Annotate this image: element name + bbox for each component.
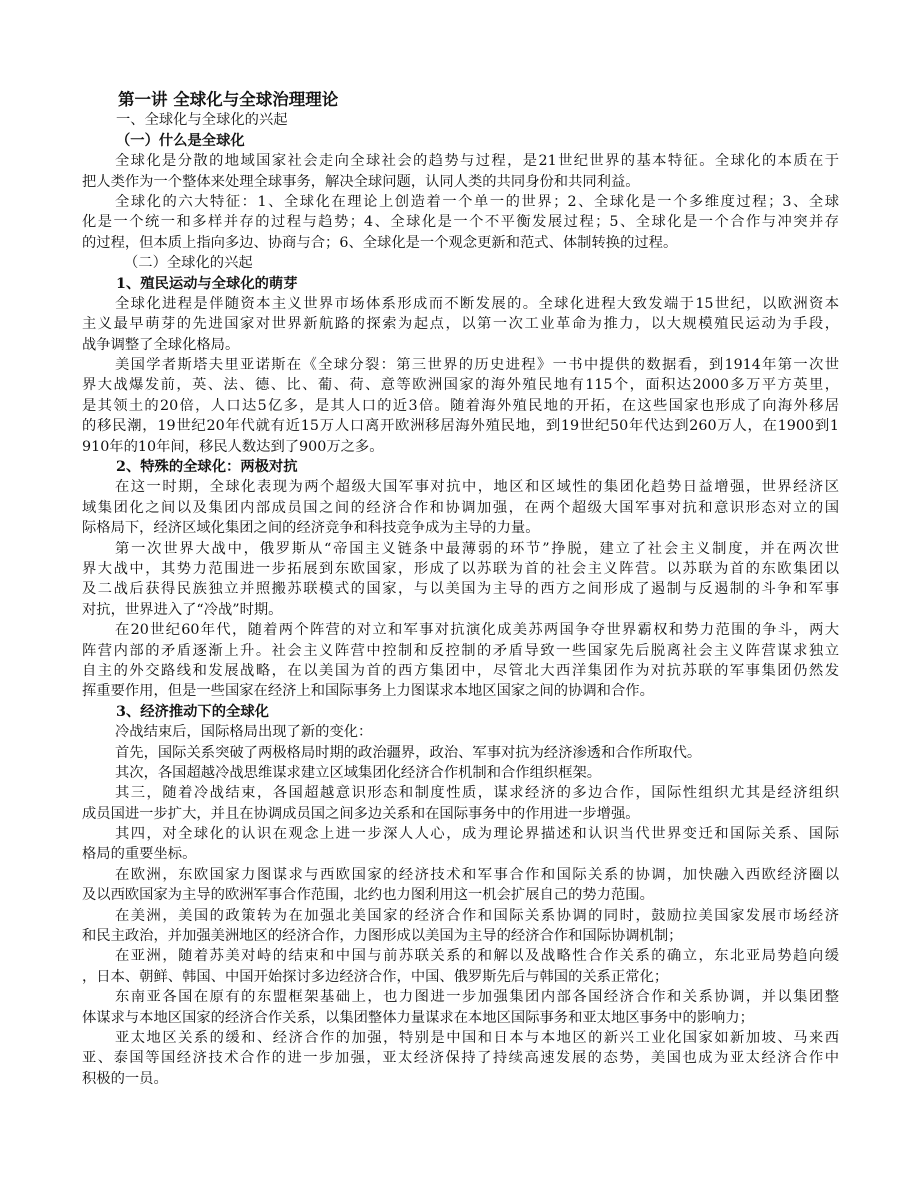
paragraph-line: 及二战后获得民族独立并照搬苏联模式的国家，与以美国为主导的西方之间形成了遏制与反遏制的斗争和军事 bbox=[82, 581, 839, 598]
subsection-heading: （二）全球化的兴起 bbox=[124, 255, 253, 272]
paragraph-line: 在欧洲，东欧国家力图谋求与西欧国家的经济技术和军事合作和国际关系的协调，加快融入西欧经济圈以 bbox=[115, 866, 839, 883]
paragraph-line: 910年的10年间，移民人数达到了900万之多。 bbox=[82, 438, 384, 455]
paragraph bbox=[82, 539, 839, 621]
paragraph bbox=[82, 824, 839, 865]
topic-heading: 1、殖民运动与全球化的萌芽 bbox=[116, 275, 298, 292]
paragraph-line: 在美洲，美国的政策转为在加强北美国家的经济合作和国际关系协调的同时，鼓励拉美国家发展市场经济 bbox=[115, 907, 839, 924]
paragraph-line: 主义最早萌芽的先进国家对世界新航路的探索为起点，以第一次工业革命为推力，以大规模殖民运动为手段， bbox=[82, 316, 839, 333]
paragraph-line: 的过程，但本质上指向多边、协商与合；6、全球化是一个观念更新和范式、体制转换的过程。 bbox=[82, 234, 678, 251]
paragraph bbox=[82, 743, 839, 763]
paragraph bbox=[82, 192, 839, 253]
paragraph-line: 成员国进一步扩大，并且在协调成员国之间多边关系和在国际事务中的作用进一步增强。 bbox=[82, 805, 640, 822]
paragraph-line: 挥重要作用，但是一些国家在经济上和国际事务上力图谋求本地区国家之间的协调和合作。 bbox=[82, 683, 654, 700]
paragraph-line: 在20世纪60年代，随着两个阵营的对立和军事对抗演化成美苏两国争夺世界霸权和势力范围的争斗，两大 bbox=[115, 622, 839, 639]
topic-heading: 2、特殊的全球化：两极对抗 bbox=[116, 459, 298, 476]
paragraph-line: 在亚洲，随着苏美对峙的结束和中国与前苏联关系的和解以及战略性合作关系的确立，东北亚局势趋向缓 bbox=[115, 948, 839, 965]
topic-heading: 3、经济推动下的全球化 bbox=[116, 703, 269, 720]
paragraph-line: 亚太地区关系的缓和、经济合作的加强，特别是中国和日本与本地区的新兴工业化国家如新加坡、马来西 bbox=[115, 1029, 839, 1046]
paragraph-line: 际格局下，经济区域化集团之间的经济竞争和科技竞争成为主导的力量。 bbox=[82, 520, 540, 537]
paragraph-line: 首先，国际关系突破了两极格局时期的政治疆界，政治、军事对抗为经济渗透和合作所取代。 bbox=[115, 744, 702, 761]
paragraph bbox=[82, 987, 839, 1028]
paragraph-line: 阵营内部的矛盾逐渐上升。社会主义阵营中控制和反控制的矛盾导致一些国家先后脱离社会主义阵营谋求独立 bbox=[82, 642, 839, 659]
paragraph-line: ，日本、朝鲜、韩国、中国开始探讨多边经济合作，中国、俄罗斯先后与韩国的关系正常化； bbox=[82, 968, 669, 985]
paragraph-line: 全球化的六大特征：1、全球化在理论上创造着一个单一的世界；2、全球化是一个多维度过程；3、全球 bbox=[115, 193, 839, 210]
paragraph-line: 其四，对全球化的认识在观念上进一步深人人心，成为理论界描述和认识当代世界变迁和国际关系、国际 bbox=[115, 826, 839, 843]
paragraph bbox=[82, 763, 839, 783]
paragraph-line: 及以西欧国家为主导的欧洲军事合作范围，北约也力图利用这一机会扩展自己的势力范围。 bbox=[82, 887, 654, 904]
paragraph-line: 格局的重要坐标。 bbox=[82, 846, 197, 863]
paragraph-line: 界大战中，其势力范围进一步拓展到东欧国家，形成了以苏联为首的社会主义阵营。以苏联为首的东欧集团以 bbox=[82, 560, 839, 577]
paragraph-line: 和民主政治，并加强美洲地区的经济合作，力图形成以美国为主导的经济合作和国际协调机制； bbox=[82, 928, 683, 945]
paragraph-line: 第一次世界大战中，俄罗斯从“帝国主义链条中最薄弱的环节”挣脱，建立了社会主义制度，并在两次世 bbox=[115, 540, 839, 557]
paragraph bbox=[82, 477, 839, 538]
document-page bbox=[82, 90, 839, 1089]
paragraph-line: 把人类作为一个整体来处理全球事务，解决全球问题，认同人类的共同身份和共同利益。 bbox=[82, 173, 640, 190]
paragraph-line: 体谋求与本地区国家的经济合作关系，以集团整体力量谋求在本地区国际事务和亚太地区事务中的影响力； bbox=[82, 1009, 754, 1026]
paragraph bbox=[82, 1028, 839, 1089]
paragraph-line: 的移民潮，19世纪20年代就有近15万人口离开欧洲移居海外殖民地，到19世纪50年代达到260万人，在1900到1 bbox=[82, 418, 839, 435]
paragraph-line: 全球化是分散的地域国家社会走向全球社会的趋势与过程，是21世纪世界的基本特征。全球化的本质在于 bbox=[115, 153, 839, 170]
section-heading: 一、全球化与全球化的兴起 bbox=[116, 112, 288, 129]
paragraph-line: 美国学者斯塔夫里亚诺斯在《全球分裂：第三世界的历史进程》一书中提供的数据看，到1914年第一次世 bbox=[115, 357, 839, 374]
paragraph-line: 其三，随着冷战结束，各国超越意识形态和制度性质，谋求经济的多边合作，国际性组织尤其是经济组织 bbox=[115, 785, 839, 802]
paragraph-line: 域集团化之间以及集团内部成员国之间的经济合作和协调加强，在两个超级大国军事对抗和意识形态对立的国 bbox=[82, 499, 839, 516]
paragraph bbox=[82, 355, 839, 457]
paragraph-line: 亚、泰国等国经济技术合作的进一步加强，亚太经济保持了持续高速发展的态势，美国也成为亚太经济合作中 bbox=[82, 1050, 839, 1067]
paragraph-line: 在这一时期，全球化表现为两个超级大国军事对抗中，地区和区域性的集团化趋势日益增强，世界经济区 bbox=[115, 479, 839, 496]
paragraph-line: 冷战结束后，国际格局出现了新的变化： bbox=[115, 724, 373, 741]
paragraph-line: 其次，各国超越冷战思维谋求建立区域集团化经济合作机制和合作组织框架。 bbox=[115, 764, 602, 781]
paragraph-line: 全球化进程是伴随资本主义世界市场体系形成而不断发展的。全球化进程大致发端于15世纪，以欧洲资本 bbox=[115, 295, 839, 312]
paragraph-line: 是其领土的20倍，人口达5亿多，是其人口的近3倍。随着海外殖民地的开拓，在这些国家也形成了向海外移居 bbox=[82, 397, 839, 414]
paragraph-line: 积极的一员。 bbox=[82, 1070, 168, 1087]
paragraph bbox=[82, 151, 839, 192]
paragraph-line: 对抗，世界进入了“冷战”时期。 bbox=[82, 601, 283, 618]
paragraph bbox=[82, 906, 839, 947]
paragraph-line: 界大战爆发前，英、法、德、比、葡、荷、意等欧洲国家的海外殖民地有115个，面积达2000多万平方英里， bbox=[82, 377, 839, 394]
paragraph-line: 东南亚各国在原有的东盟框架基础上，也力图进一步加强集团内部各国经济合作和关系协调，并以集团整 bbox=[115, 989, 839, 1006]
paragraph-line: 自主的外交路线和发展战略，在以美国为首的西方集团中，尽管北大西洋集团作为对抗苏联的军事集团仍然发 bbox=[82, 662, 839, 679]
paragraph-line: 战争调整了全球化格局。 bbox=[82, 336, 240, 353]
paragraph bbox=[82, 865, 839, 906]
subsection-heading: （一）什么是全球化 bbox=[116, 132, 245, 149]
paragraph bbox=[82, 783, 839, 824]
paragraph-line: 化是一个统一和多样并存的过程与趋势；4、全球化是一个不平衡发展过程；5、全球化是一个合作与冲突并存 bbox=[82, 214, 839, 231]
paragraph bbox=[82, 294, 839, 355]
page-title: 第一讲 全球化与全球治理理论 bbox=[118, 90, 339, 109]
paragraph bbox=[82, 620, 839, 702]
paragraph bbox=[82, 722, 839, 742]
paragraph bbox=[82, 946, 839, 987]
